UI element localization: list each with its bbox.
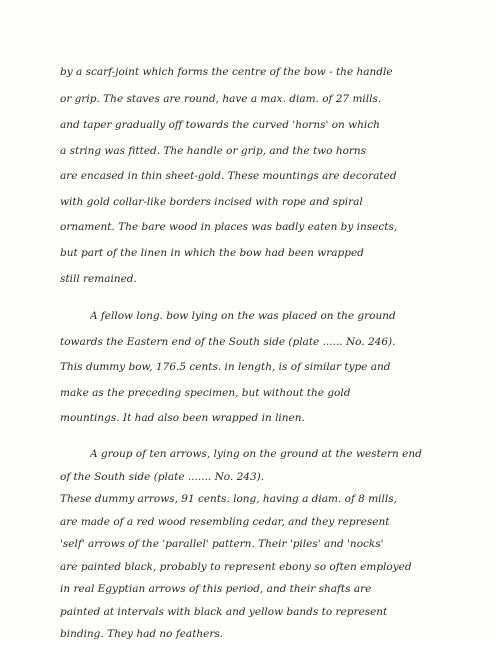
text-line: make as the preceding specimen, but without the gold bbox=[60, 387, 351, 399]
text-line: painted at intervals with black and yellow bands to represent bbox=[60, 605, 388, 618]
text-line: but part of the linen in which the bow had been wrapped bbox=[60, 247, 364, 259]
text-line: by a scarf-joint which forms the centre of the bow - the handle bbox=[60, 66, 393, 78]
text-line: 'self' arrows of the 'parallel' pattern. Their 'piles' and 'nocks' bbox=[60, 538, 384, 550]
text-line: are painted black, probably to represent ebony so often employed bbox=[60, 560, 412, 573]
text-line: This dummy bow, 176.5 cents. in length, is of similar type and bbox=[60, 361, 391, 373]
text-line: ornament. The bare wood in places was badly eaten by insects, bbox=[60, 221, 398, 233]
text-line: are made of a red wood resembling cedar, and they represent bbox=[60, 515, 390, 528]
text-line: of the South side (plate ....... No. 243). bbox=[60, 470, 265, 483]
text-line: still remained. bbox=[60, 273, 137, 285]
text-line: with gold collar-like borders incised with rope and spiral bbox=[60, 196, 363, 208]
text-line: are encased in thin sheet-gold. These mountings are decorated bbox=[60, 170, 397, 182]
text-line: and taper gradually off towards the curved 'horns' on which bbox=[60, 119, 380, 131]
text-line: mountings. It had also been wrapped in linen. bbox=[60, 412, 305, 424]
text-line: in real Egyptian arrows of this period, and their shafts are bbox=[60, 583, 372, 595]
text-line: These dummy arrows, 91 cents. long, having a diam. of 8 mills, bbox=[60, 493, 397, 505]
text-line: a string was fitted. The handle or grip, and the two horns bbox=[60, 145, 367, 157]
text-line: or grip. The staves are round, have a max. diam. of 27 mills. bbox=[60, 93, 382, 105]
text-line: A fellow long. bow lying on the was placed on the ground bbox=[90, 310, 396, 322]
text-line: towards the Eastern end of the South side (plate ...... No. 246). bbox=[60, 336, 396, 348]
text-line: A group of ten arrows, lying on the ground at the western end bbox=[90, 448, 422, 460]
text-line: binding. They had no feathers. bbox=[60, 628, 224, 640]
